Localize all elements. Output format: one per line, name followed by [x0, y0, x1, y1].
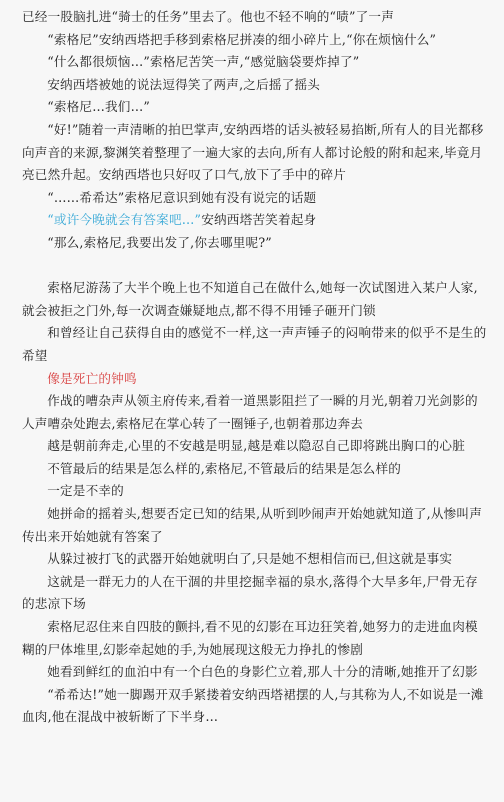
highlighted-sentence: 像是死亡的钟鸣: [47, 370, 137, 386]
paragraph: 越是朝前奔走,心里的不安越是明显,越是难以隐忍自己即将跳出胸口的心脏: [47, 438, 465, 454]
paragraph: “索格尼…我们…”: [47, 99, 151, 115]
paragraph: 索格尼忍住来自四肢的颤抖,看不见的幻影在耳边狂笑着,她努力的走进血肉模糊的尸体堆里,幻影牵起她的手,为她展现这般无力挣扎的惨剧: [22, 619, 478, 657]
paragraph-rest: 安纳西塔苦笑着起身: [201, 212, 317, 228]
paragraph: 她看到鲜红的血泊中有一个白色的身影伫立着,那人十分的清晰,她推开了幻影: [47, 664, 478, 680]
paragraph: 索格尼游荡了大半个晚上也不知道自己在做什么,她每一次试图进入某户人家,就会被拒之门外,每一次调查嫌疑地点,都不得不用锤子砸开门锁: [22, 280, 478, 318]
paragraph: 从躲过被打飞的武器开始她就明白了,只是她不想相信而已,但这就是事实: [47, 551, 453, 567]
paragraph: 不管最后的结果是怎么样的,索格尼,不管最后的结果是怎么样的: [47, 460, 402, 476]
paragraph: 她拼命的摇着头,想要否定已知的结果,从听到吵闹声开始她就知道了,从惨叫声传出来开始她就有答案了: [22, 506, 482, 544]
highlighted-dialogue: “或许今晚就会有答案吧…”: [47, 212, 202, 228]
paragraph: “好!”随着一声清晰的拍巴掌声,安纳西塔的话头被轻易掐断,所有人的目光都移向声音的来源,黎渊笑着整理了一遍大家的去向,所有人都讨论般的附和起来,毕竟月亮已然升起。安纳西塔也只好叹了口气,放下了手中的碎片: [22, 121, 484, 183]
paragraph: 和曾经让自己获得自由的感觉不一样,这一声声锤子的闷响带来的似乎不是生的希望: [22, 325, 487, 363]
paragraph: 已经一股脑扎进“骑士的任务”里去了。他也不轻不响的“啧”了一声: [22, 9, 394, 24]
paragraph: 这就是一群无力的人在干涸的井里挖掘幸福的泉水,落得个大旱多年,尸骨无存的悲凉下场: [22, 573, 478, 612]
paragraph: “什么都很烦恼…”索格尼苦笑一声,“感觉脑袋要炸掉了”: [47, 54, 360, 70]
paragraph: “……希希达”索格尼意识到她有没有说完的话题: [47, 189, 317, 205]
paragraph: 作战的嘈杂声从领主府传来,看着一道黑影阻拦了一瞬的月光,朝着刀光剑影的人声嘈杂处跑去,索格尼在掌心转了一圈锤子,也朝着那边奔去: [22, 393, 478, 431]
paragraph: “希希达!”她一脚踢开双手紧搂着安纳西塔裙摆的人,与其称为人,不如说是一滩血肉,他在混战中被斩断了下半身…: [22, 686, 484, 725]
paragraph: “那么,索格尼,我要出发了,你去哪里呢?”: [47, 234, 272, 250]
paragraph: 安纳西塔被她的说法逗得笑了两声,之后摇了摇头: [47, 76, 321, 92]
paragraph: 一定是不幸的: [47, 483, 124, 499]
paragraph: “索格尼”安纳西塔把手移到索格尼拼凑的细小碎片上,“你在烦恼什么”: [47, 31, 437, 47]
paragraph-mixed: [22, 209, 488, 232]
section-break: [22, 255, 488, 278]
